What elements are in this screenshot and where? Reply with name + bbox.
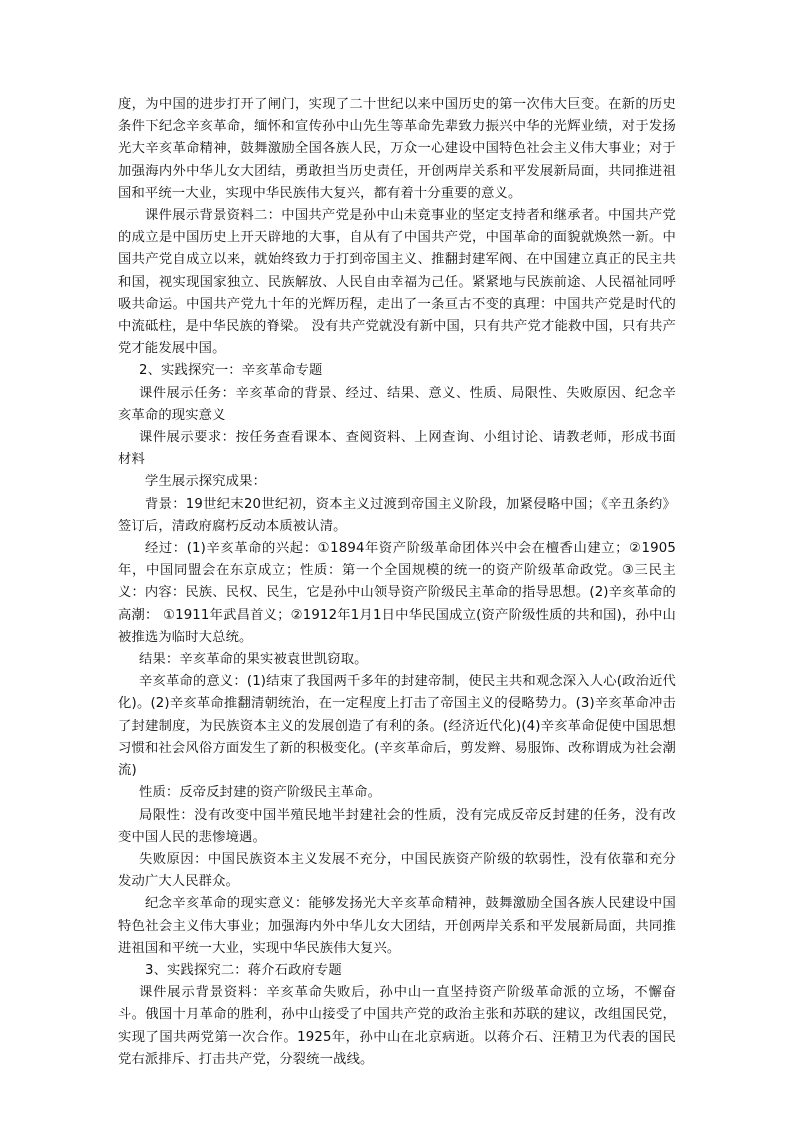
paragraph-task: 课件展示任务：辛亥革命的背景、经过、结果、意义、性质、局限性、失败原因、纪念辛亥革命的现实意义 (118, 385, 676, 423)
section-heading-practice-2: 3、实践探究二：蒋介石政府专题 (145, 962, 342, 978)
paragraph-significance: 辛亥革命的意义：(1)结束了我国两千多年的封建帝制，使民主共和观念深入人心(政治近代化)。(2)辛亥革命推翻清朝统治，在一定程度上打击了帝国主义的侵略势力。(3)辛亥革命冲击了封建制度，为民族资本主义的发展创造了有利的条。(经济近代化)(4)辛亥革命促使中国思想习惯和社会风俗方面发生了新的积极变化。(辛亥革命后，剪发辫、易服饰、改称谓成为社会潮流) (118, 674, 676, 779)
section-heading-practice-1: 2、实践探究一：辛亥革命专题 (139, 363, 323, 379)
paragraph-background-material-3: 课件展示背景资料：辛亥革命失败后，孙中山一直坚持资产阶级革命派的立场，不懈奋斗。俄国十月革命的胜利，孙中山接受了中国共产党的政治主张和苏联的建议，改组国民党，实现了国共两党第一次合作。1925年，孙中山在北京病逝。以蒋介石、汪精卫为代表的国民党右派排斥、打击共产党，分裂统一战线。 (118, 985, 676, 1067)
document-body (118, 94, 676, 1071)
paragraph-limitations: 局限性：没有改变中国半殖民地半封建社会的性质，没有完成反帝反封建的任务，没有改变中国人民的悲惨境遇。 (118, 807, 676, 845)
paragraph-nature: 性质：反帝反封建的资产阶级民主革命。 (139, 785, 382, 801)
paragraph-requirements: 课件展示要求：按任务查看课本、查阅资料、上网查询、小组讨论、请教老师，形成书面材料 (118, 430, 676, 468)
paragraph-failure-reasons: 失败原因：中国民族资本主义发展不充分，中国民族资产阶级的软弱性，没有依靠和充分发动广大人民群众。 (118, 851, 676, 890)
paragraph-result: 结果：辛亥革命的果实被袁世凯窃取。 (139, 652, 368, 668)
paragraph-commemoration-meaning: 纪念辛亥革命的现实意义：能够发扬光大辛亥革命精神，鼓舞激励全国各族人民建设中国特色社会主义伟大事业；加强海内外中华儿女大团结，开创两岸关系和平发展新局面，共同推进祖国和平统一大业，实现中华民族伟大复兴。 (118, 896, 676, 956)
paragraph-background-material-2: 课件展示背景资料二：中国共产党是孙中山未竟事业的坚定支持者和继承者。中国共产党的成立是中国历史上开天辟地的大事，自从有了中国共产党，中国革命的面貌就焕然一新。中国共产党自成立以来，就始终致力于打到帝国主义、推翻封建军阀、在中国建立真正的民主共和国，视实现国家独立、民族解放、人民自由幸福为己任。紧紧地与民族前途、人民福祉同呼吸共命运。中国共产党九十年的光辉历程，走出了一条亘古不变的真理：中国共产党是时代的中流砥柱，是中华民族的脊梁。 没有共产党就没有新中国，只有共产党才能救中国，只有共产党才能发展中国。 (118, 208, 676, 357)
paragraph-process: 经过：(1)辛亥革命的兴起：①1894年资产阶级革命团体兴中会在檀香山建立；②1905年，中国同盟会在东京成立；性质：第一个全国规模的统一的资产阶级革命政党。③三民主义：内容：民族、民权、民生，它是孙中山领导资产阶级民主革命的指导思想。(2)辛亥革命的高潮： ①1911年武昌首义；②1912年1月1日中华民国成立(资产阶级性质的共和国)，孙中山被推选为临时大总统。 (118, 541, 676, 645)
paragraph-background: 背景：19世纪末20世纪初，资本主义过渡到帝国主义阶段，加紧侵略中国；《辛丑条约》签订后，清政府腐朽反动本质被认清。 (118, 496, 676, 534)
paragraph-student-results: 学生展示探究成果： (145, 474, 267, 490)
paragraph-intro-continued: 度，为中国的进步打开了闸门，实现了二十世纪以来中国历史的第一次伟大巨变。在新的历史条件下纪念辛亥革命，缅怀和宣传孙中山先生等革命先辈致力振兴中华的光辉业绩，对于发扬光大辛亥革命精神，鼓舞激励全国各族人民，万众一心建设中国特色社会主义伟大事业；对于加强海内外中华儿女大团结，勇敢担当历史责任，开创两岸关系和平发展新局面，共同推进祖国和平统一大业，实现中华民族伟大复兴，都有着十分重要的意义。 (118, 97, 676, 201)
